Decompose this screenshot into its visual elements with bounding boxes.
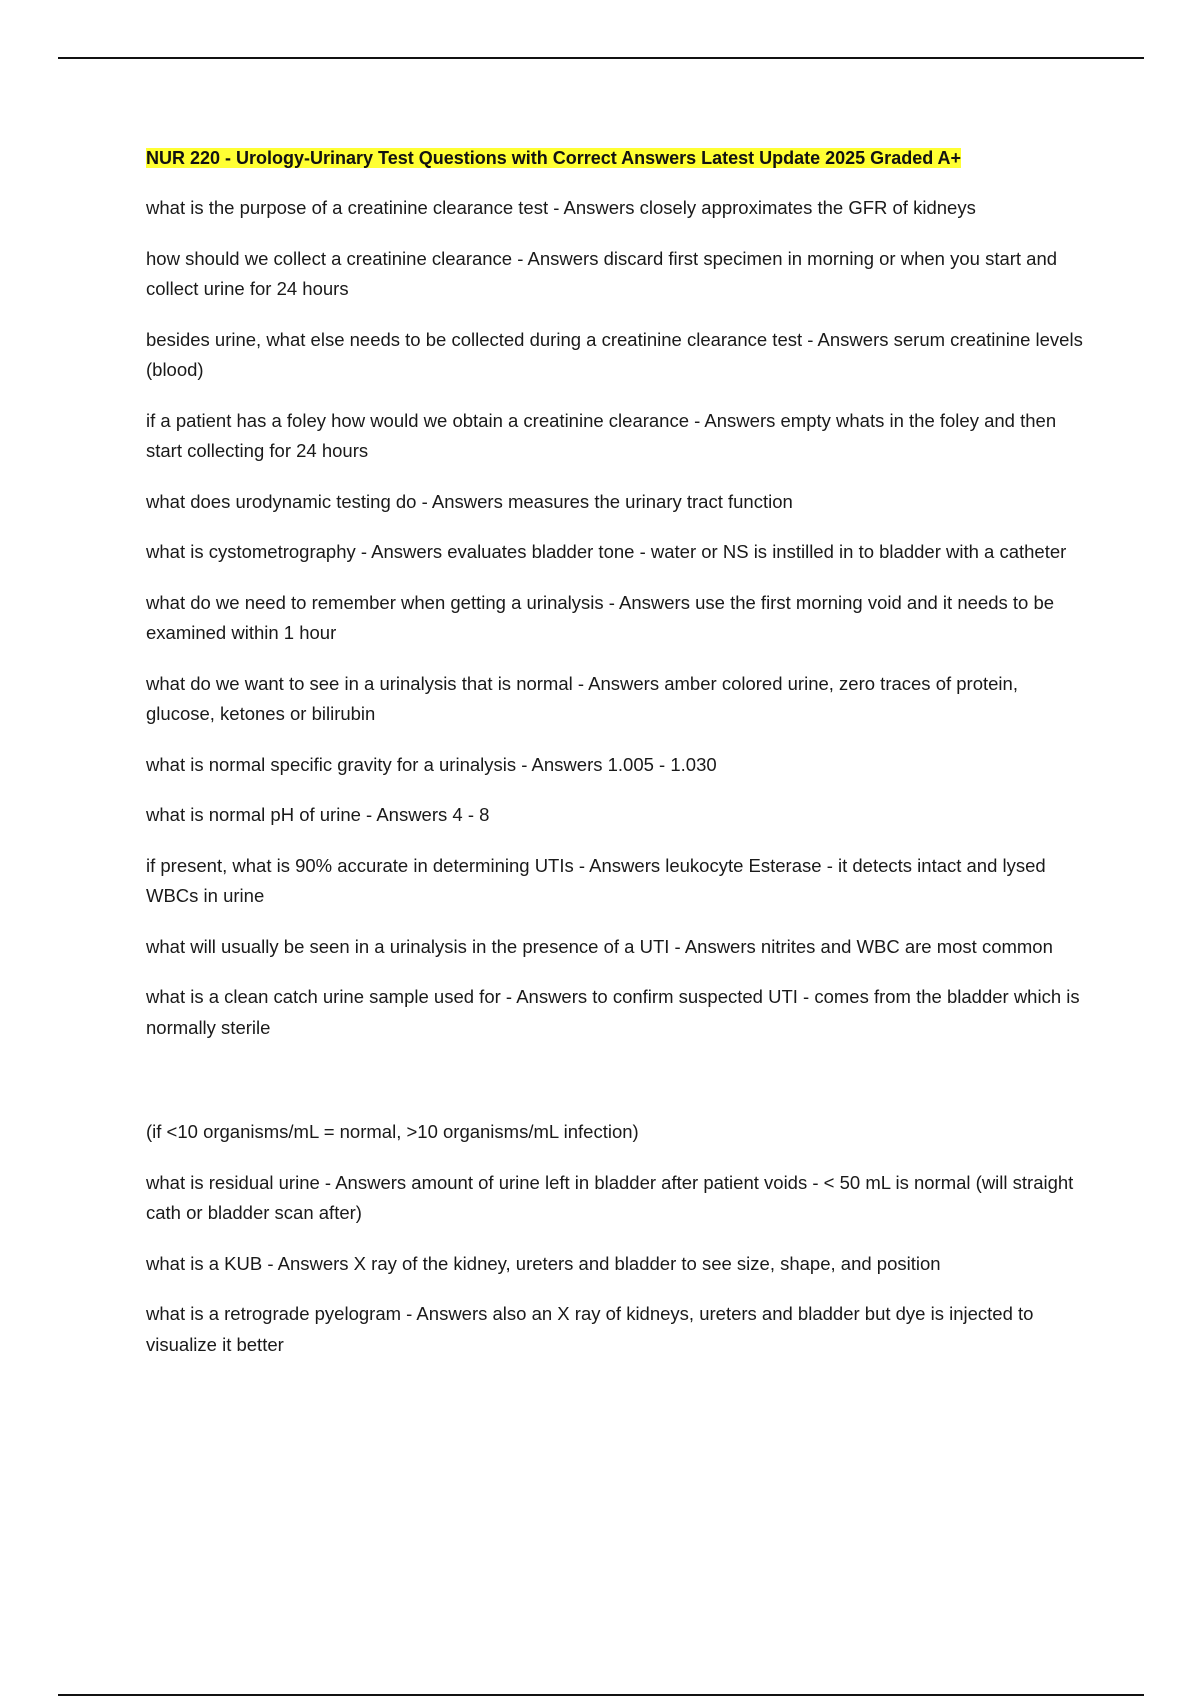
title-line <box>146 143 1090 175</box>
document-body <box>146 143 1090 1380</box>
top-rule <box>58 57 1144 59</box>
qa-item: what is normal pH of urine - Answers 4 - 8 <box>146 804 490 825</box>
qa-item: what is the purpose of a creatinine clearance test - Answers closely approximates the GFR of kidneys <box>146 197 976 218</box>
document-title: NUR 220 - Urology-Urinary Test Questions with Correct Answers Latest Update 2025 Graded A+ <box>146 148 962 168</box>
qa-item: what is a clean catch urine sample used for - Answers to confirm suspected UTI - comes from the bladder which is normally sterile <box>146 986 1080 1038</box>
qa-item: what is a retrograde pyelogram - Answers also an X ray of kidneys, ureters and bladder but dye is injected to visualize it better <box>146 1303 1034 1355</box>
organism-note: (if <10 organisms/mL = normal, >10 organisms/mL infection) <box>146 1121 639 1142</box>
blank-space <box>146 1063 1090 1117</box>
qa-item: if a patient has a foley how would we obtain a creatinine clearance - Answers empty whats in the foley and then start collecting for 24 hours <box>146 409 1057 461</box>
qa-item: what does urodynamic testing do - Answers measures the urinary tract function <box>146 490 793 512</box>
qa-item: besides urine, what else needs to be collected during a creatinine clearance test - Answers serum creatinine levels (blood) <box>146 328 1083 380</box>
qa-item: what is cystometrography - Answers evaluates bladder tone - water or NS is instilled in to bladder with a catheter <box>146 541 1067 562</box>
qa-item: how should we collect a creatinine clearance - Answers discard first specimen in morning or when you start and collect urine for 24 hours <box>146 247 1058 299</box>
qa-item: what is a KUB - Answers X ray of the kidney, ureters and bladder to see size, shape, and position <box>146 1252 941 1274</box>
qa-item: what is residual urine - Answers amount of urine left in bladder after patient voids - < 50 mL is normal (will straight cath or bladder scan after) <box>146 1171 1074 1223</box>
qa-item: what do we want to see in a urinalysis that is normal - Answers amber colored urine, zero traces of protein, glucose, ketones or bilirubin <box>146 672 1018 724</box>
bottom-rule <box>58 1694 1144 1696</box>
qa-item: what is normal specific gravity for a urinalysis - Answers 1.005 - 1.030 <box>146 753 717 775</box>
qa-item: what do we need to remember when getting a urinalysis - Answers use the first morning void and it needs to be examined within 1 hour <box>146 591 1055 643</box>
qa-item: if present, what is 90% accurate in determining UTIs - Answers leukocyte Esterase - it detects intact and lysed WBCs in urine <box>146 854 1046 906</box>
qa-item: what will usually be seen in a urinalysis in the presence of a UTI - Answers nitrites and WBC are most common <box>146 935 1053 957</box>
